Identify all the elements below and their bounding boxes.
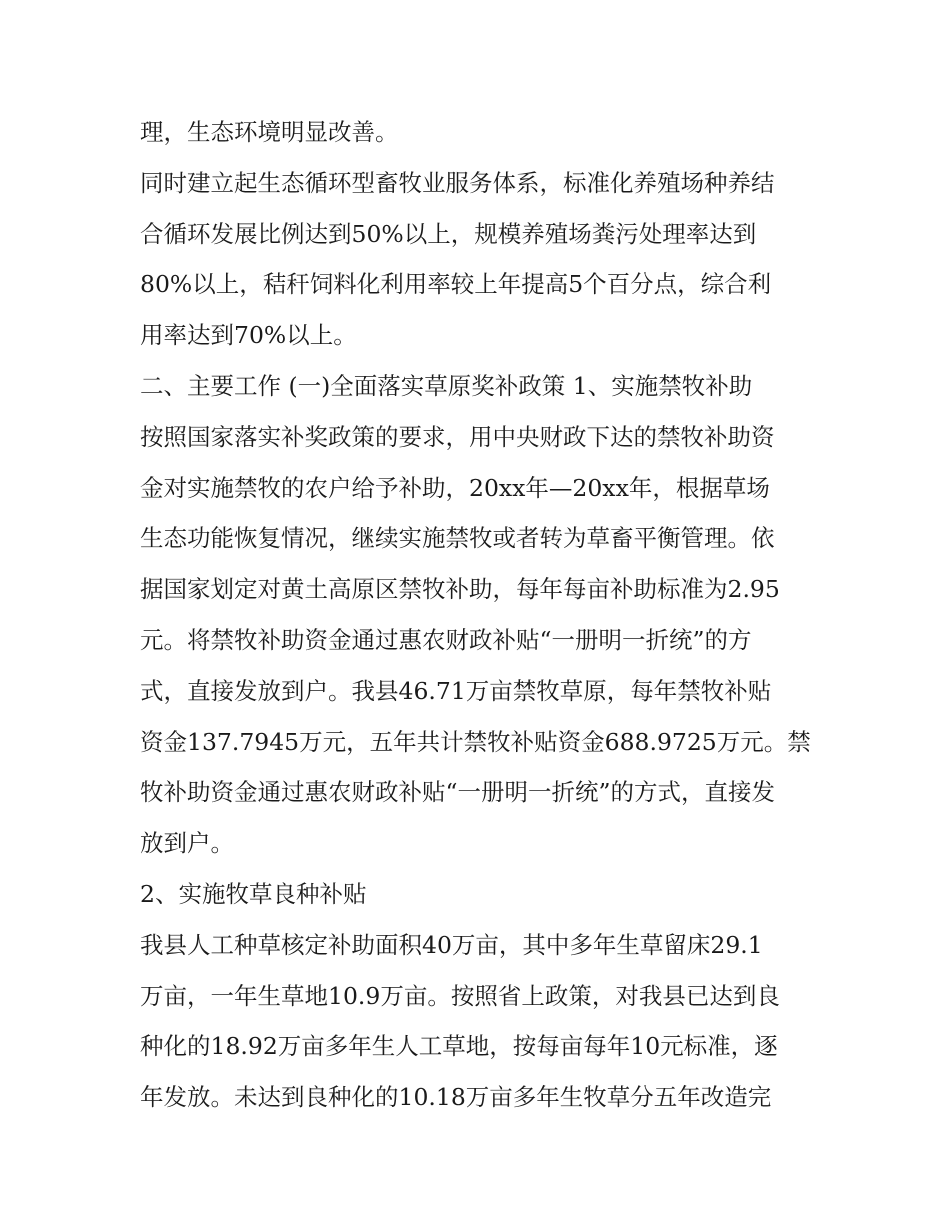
text-line: 万亩，一年生草地10.9万亩。按照省上政策，对我县已达到良 [140, 981, 780, 1010]
subsection-heading-line: 2、实施牧草良种补贴 [140, 879, 367, 908]
text-line: 理，生态环境明显改善。 [140, 118, 399, 146]
text-line: 我县人工种草核定补助面积40万亩，其中多年生草留床29.1 [140, 930, 763, 959]
text-line: 放到户。 [140, 829, 234, 858]
text-line: 80%以上，秸秆饲料化利用率较上年提高5个百分点，综合利 [140, 270, 772, 299]
text-line: 生态功能恢复情况，继续实施禁牧或者转为草畜平衡管理。依 [140, 524, 775, 553]
text-line: 元。将禁牧补助资金通过惠农财政补贴“一册明一折统”的方 [140, 625, 752, 654]
text-line: 牧补助资金通过惠农财政补贴“一册明一折统”的方式，直接发 [140, 778, 776, 807]
text-line: 据国家划定对黄土高原区禁牧补助，每年每亩补助标准为2.95 [140, 575, 780, 604]
text-line: 式，直接发放到户。我县46.71万亩禁牧草原，每年禁牧补贴 [140, 676, 772, 705]
text-line: 资金137.7945万元，五年共计禁牧补贴资金688.9725万元。禁 [140, 727, 811, 756]
text-line: 年发放。未达到良种化的10.18万亩多年生牧草分五年改造完 [140, 1083, 772, 1112]
text-line: 金对实施禁牧的农户给予补助，20xx年—20xx年，根据草场 [140, 473, 770, 502]
text-line: 用率达到70%以上。 [140, 321, 357, 350]
text-line: 种化的18.92万亩多年生人工草地，按每亩每年10元标准，逐 [140, 1032, 778, 1061]
body-text [140, 107, 820, 1123]
text-line: 同时建立起生态循环型畜牧业服务体系，标准化养殖场种养结 [140, 168, 775, 197]
text-line: 合循环发展比例达到50%以上，规模养殖场粪污处理率达到 [140, 219, 757, 248]
section-heading-line: 二、主要工作 (一)全面落实草原奖补政策 1、实施禁牧补助 [140, 371, 753, 400]
text-line: 按照国家落实补奖政策的要求，用中央财政下达的禁牧补助资 [140, 422, 775, 451]
